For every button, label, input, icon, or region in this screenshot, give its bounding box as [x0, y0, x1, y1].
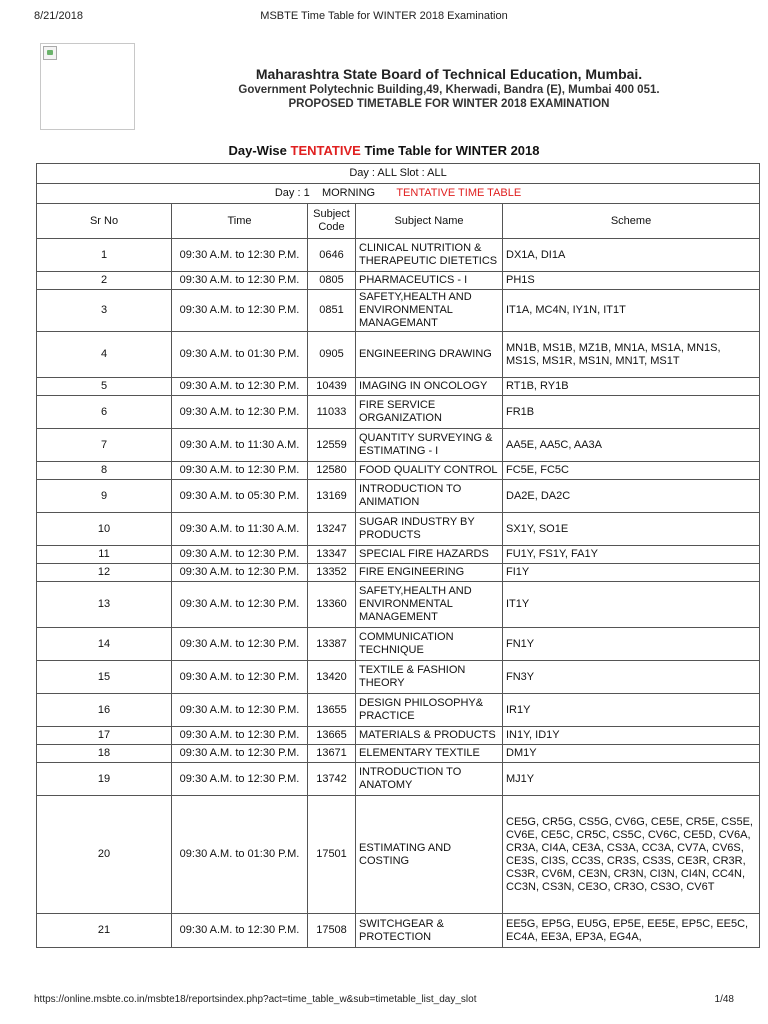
print-title: MSBTE Time Table for WINTER 2018 Examination [260, 10, 508, 22]
table-row [37, 727, 760, 745]
cell-scheme: FC5E, FC5C [503, 462, 760, 480]
cell-code: 13352 [308, 564, 356, 582]
cell-time: 09:30 A.M. to 12:30 P.M. [172, 290, 308, 332]
cell-sr: 16 [37, 694, 172, 727]
cell-subject-name: SUGAR INDUSTRY BY PRODUCTS [356, 513, 503, 546]
cell-code: 13742 [308, 763, 356, 796]
table-row [37, 429, 760, 462]
cell-scheme: CE5G, CR5G, CS5G, CV6G, CE5E, CR5E, CS5E, CV6E, CE5C, CR5C, CS5C, CV6C, CE5D, CV6A, CR3A, CI4A, CE3A, CS3A, CC3A, CV7A, CV6S, CE3S, CI3S, CC3S, CR3S, CS3S, CE3R, CR3R, CS3R, CV6M, CE3N, CR3N, CI3N, CI4N, CC4N, CC3N, CS3N, CE3O, CR3O, CS3O, CV6T [503, 796, 760, 914]
cell-sr: 9 [37, 480, 172, 513]
cell-subject-name: CLINICAL NUTRITION & THERAPEUTIC DIETETICS [356, 239, 503, 272]
day-slot: Day : ALL Slot : ALL [37, 164, 760, 184]
cell-sr: 7 [37, 429, 172, 462]
cell-time: 09:30 A.M. to 12:30 P.M. [172, 272, 308, 290]
cell-code: 0905 [308, 332, 356, 378]
table-row [37, 513, 760, 546]
cell-subject-name: FIRE ENGINEERING [356, 564, 503, 582]
cell-time: 09:30 A.M. to 12:30 P.M. [172, 694, 308, 727]
day-banner-row [37, 184, 760, 204]
cell-time: 09:30 A.M. to 01:30 P.M. [172, 796, 308, 914]
board-header [150, 66, 748, 111]
cell-subject-name: PHARMACEUTICS - I [356, 272, 503, 290]
table-row [37, 290, 760, 332]
cell-subject-name: DESIGN PHILOSOPHY& PRACTICE [356, 694, 503, 727]
cell-code: 13347 [308, 546, 356, 564]
cell-subject-name: ENGINEERING DRAWING [356, 332, 503, 378]
cell-scheme: FN3Y [503, 661, 760, 694]
cell-subject-name: FOOD QUALITY CONTROL [356, 462, 503, 480]
cell-subject-name: SPECIAL FIRE HAZARDS [356, 546, 503, 564]
cell-time: 09:30 A.M. to 12:30 P.M. [172, 582, 308, 628]
cell-time: 09:30 A.M. to 12:30 P.M. [172, 661, 308, 694]
cell-subject-name: MATERIALS & PRODUCTS [356, 727, 503, 745]
cell-sr: 21 [37, 914, 172, 948]
cell-time: 09:30 A.M. to 12:30 P.M. [172, 462, 308, 480]
col-header-scheme: Scheme [503, 204, 760, 239]
cell-code: 17508 [308, 914, 356, 948]
cell-scheme: AA5E, AA5C, AA3A [503, 429, 760, 462]
cell-sr: 11 [37, 546, 172, 564]
cell-sr: 17 [37, 727, 172, 745]
cell-subject-name: SAFETY,HEALTH AND ENVIRONMENTAL MANAGEMANT [356, 290, 503, 332]
cell-subject-name: QUANTITY SURVEYING & ESTIMATING - I [356, 429, 503, 462]
proposed-line [150, 97, 748, 111]
table-row [37, 582, 760, 628]
cell-sr: 12 [37, 564, 172, 582]
timetable [36, 163, 760, 948]
cell-code: 13169 [308, 480, 356, 513]
cell-scheme: FU1Y, FS1Y, FA1Y [503, 546, 760, 564]
tentative-label: TENTATIVE TIME TABLE [396, 187, 522, 199]
board-address: Government Polytechnic Building,49, Kherwadi, Bandra (E), Mumbai 400 051. [238, 84, 660, 96]
cell-code: 13360 [308, 582, 356, 628]
cell-subject-name: ELEMENTARY TEXTILE [356, 745, 503, 763]
cell-sr: 13 [37, 582, 172, 628]
cell-code: 13387 [308, 628, 356, 661]
cell-time: 09:30 A.M. to 05:30 P.M. [172, 480, 308, 513]
cell-subject-name: COMMUNICATION TECHNIQUE [356, 628, 503, 661]
cell-code: 12580 [308, 462, 356, 480]
cell-sr: 4 [37, 332, 172, 378]
cell-scheme: FR1B [503, 396, 760, 429]
table-row [37, 763, 760, 796]
table-row [37, 796, 760, 914]
proposed-prefix: PROPOSED [288, 98, 354, 110]
cell-scheme: MJ1Y [503, 763, 760, 796]
cell-scheme: SX1Y, SO1E [503, 513, 760, 546]
timetable-title-prefix: Day-Wise [228, 143, 287, 158]
cell-subject-name: ESTIMATING AND COSTING [356, 796, 503, 914]
cell-scheme: IN1Y, ID1Y [503, 727, 760, 745]
table-row [37, 661, 760, 694]
table-row [37, 332, 760, 378]
cell-code: 10439 [308, 378, 356, 396]
timetable-title [0, 143, 768, 158]
cell-sr: 5 [37, 378, 172, 396]
broken-image-icon [43, 46, 57, 60]
cell-code: 11033 [308, 396, 356, 429]
cell-scheme: DM1Y [503, 745, 760, 763]
cell-subject-name: IMAGING IN ONCOLOGY [356, 378, 503, 396]
table-row [37, 272, 760, 290]
cell-sr: 19 [37, 763, 172, 796]
table-row [37, 480, 760, 513]
timetable-title-tentative: TENTATIVE [290, 143, 361, 158]
table-row [37, 564, 760, 582]
cell-time: 09:30 A.M. to 12:30 P.M. [172, 546, 308, 564]
cell-subject-name: INTRODUCTION TO ANIMATION [356, 480, 503, 513]
cell-code: 13665 [308, 727, 356, 745]
logo-placeholder [40, 43, 135, 130]
cell-scheme: EE5G, EP5G, EU5G, EP5E, EE5E, EP5C, EE5C, EC4A, EE3A, EP3A, EG4A, [503, 914, 760, 948]
cell-scheme: IT1A, MC4N, IY1N, IT1T [503, 290, 760, 332]
print-date: 8/21/2018 [34, 10, 83, 22]
cell-code: 0851 [308, 290, 356, 332]
cell-subject-name: TEXTILE & FASHION THEORY [356, 661, 503, 694]
cell-time: 09:30 A.M. to 12:30 P.M. [172, 914, 308, 948]
cell-code: 17501 [308, 796, 356, 914]
cell-code: 13420 [308, 661, 356, 694]
table-row [37, 396, 760, 429]
cell-sr: 14 [37, 628, 172, 661]
cell-time: 09:30 A.M. to 12:30 P.M. [172, 396, 308, 429]
cell-scheme: PH1S [503, 272, 760, 290]
cell-code: 0805 [308, 272, 356, 290]
cell-scheme: IT1Y [503, 582, 760, 628]
header-row [37, 204, 760, 239]
cell-time: 09:30 A.M. to 12:30 P.M. [172, 628, 308, 661]
cell-scheme: FI1Y [503, 564, 760, 582]
cell-subject-name: FIRE SERVICE ORGANIZATION [356, 396, 503, 429]
col-header-code: Subject Code [308, 204, 356, 239]
col-header-sr: Sr No [37, 204, 172, 239]
board-name: Maharashtra State Board of Technical Education, Mumbai. [255, 66, 643, 82]
cell-scheme: MN1B, MS1B, MZ1B, MN1A, MS1A, MN1S, MS1S, MS1R, MS1N, MN1T, MS1T [503, 332, 760, 378]
day-label: Day : 1 [274, 187, 310, 199]
cell-code: 12559 [308, 429, 356, 462]
cell-time: 09:30 A.M. to 12:30 P.M. [172, 727, 308, 745]
page-url: https://online.msbte.co.in/msbte18/reportsindex.php?act=time_table_w&sub=timetable_list_day_slot [34, 994, 477, 1005]
cell-time: 09:30 A.M. to 12:30 P.M. [172, 564, 308, 582]
cell-scheme: DA2E, DA2C [503, 480, 760, 513]
table-row [37, 694, 760, 727]
col-header-name: Subject Name [356, 204, 503, 239]
cell-time: 09:30 A.M. to 12:30 P.M. [172, 763, 308, 796]
proposed-rest: TIMETABLE FOR WINTER 2018 EXAMINATION [356, 98, 610, 110]
cell-scheme: RT1B, RY1B [503, 378, 760, 396]
table-row [37, 239, 760, 272]
cell-sr: 8 [37, 462, 172, 480]
cell-time: 09:30 A.M. to 12:30 P.M. [172, 239, 308, 272]
cell-code: 0646 [308, 239, 356, 272]
cell-code: 13671 [308, 745, 356, 763]
cell-sr: 15 [37, 661, 172, 694]
cell-sr: 2 [37, 272, 172, 290]
table-row [37, 914, 760, 948]
cell-time: 09:30 A.M. to 12:30 P.M. [172, 378, 308, 396]
cell-sr: 6 [37, 396, 172, 429]
day-slot-row [37, 164, 760, 184]
cell-sr: 10 [37, 513, 172, 546]
cell-sr: 18 [37, 745, 172, 763]
table-row [37, 378, 760, 396]
table-row [37, 546, 760, 564]
cell-code: 13655 [308, 694, 356, 727]
cell-scheme: IR1Y [503, 694, 760, 727]
cell-scheme: DX1A, DI1A [503, 239, 760, 272]
cell-sr: 3 [37, 290, 172, 332]
cell-subject-name: SWITCHGEAR & PROTECTION [356, 914, 503, 948]
day-banner [37, 184, 760, 204]
cell-code: 13247 [308, 513, 356, 546]
cell-subject-name: INTRODUCTION TO ANATOMY [356, 763, 503, 796]
page-number: 1/48 [714, 994, 734, 1005]
cell-sr: 1 [37, 239, 172, 272]
table-row [37, 628, 760, 661]
cell-time: 09:30 A.M. to 11:30 A.M. [172, 429, 308, 462]
table-row [37, 745, 760, 763]
cell-time: 09:30 A.M. to 01:30 P.M. [172, 332, 308, 378]
cell-time: 09:30 A.M. to 11:30 A.M. [172, 513, 308, 546]
cell-scheme: FN1Y [503, 628, 760, 661]
session-label: MORNING [321, 187, 376, 199]
timetable-title-suffix: Time Table for WINTER 2018 [364, 143, 540, 158]
cell-time: 09:30 A.M. to 12:30 P.M. [172, 745, 308, 763]
cell-sr: 20 [37, 796, 172, 914]
table-row [37, 462, 760, 480]
col-header-time: Time [172, 204, 308, 239]
cell-subject-name: SAFETY,HEALTH AND ENVIRONMENTAL MANAGEMENT [356, 582, 503, 628]
